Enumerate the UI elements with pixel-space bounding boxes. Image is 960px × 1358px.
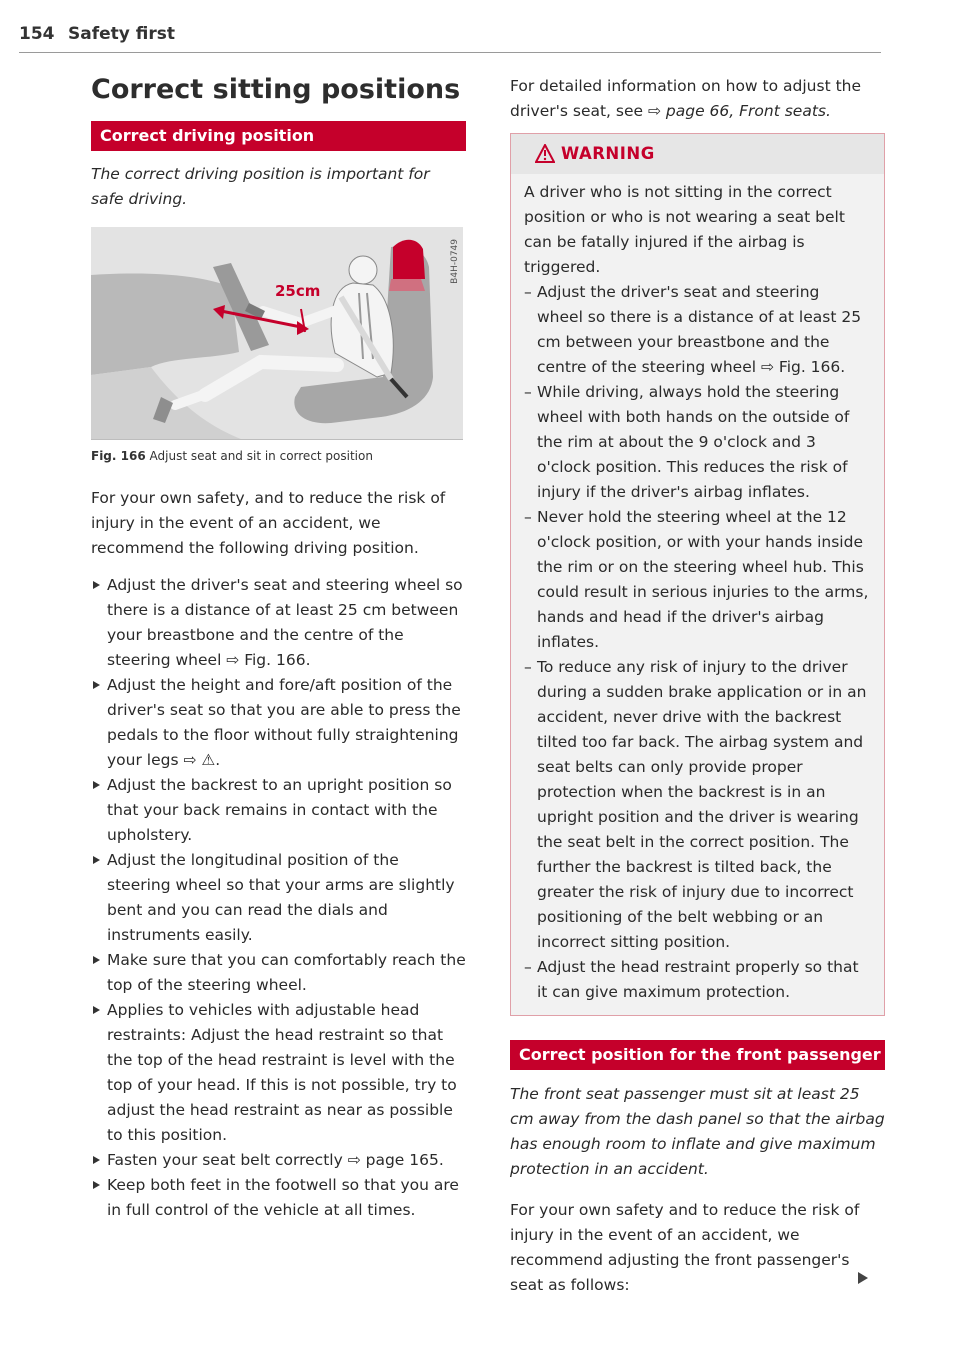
warning-body [511, 174, 884, 1015]
driving-position-paragraph: For your own safety, and to reduce the risk of injury in the event of an accident, we recommend the following driving position. [91, 489, 446, 557]
page-number: 154 [19, 24, 55, 44]
list-item: – Never hold the steering wheel at the 12 o'clock position, or with your hands inside the rim or on the steering wheel hub. This could result in serious injuries to the arms, hands and head if the driver's airbag inflates. [524, 505, 870, 655]
figure-caption [91, 448, 466, 464]
warning-header [511, 133, 884, 174]
passenger-intro-text: The front seat passenger must sit at least 25 cm away from the dash panel so that the airbag has enough room to inflate and give maximum protection in an accident. [510, 1085, 885, 1178]
list-item: Make sure that you can comfortably reach the top of the steering wheel. [91, 948, 466, 998]
subheading-driving-position: Correct driving position [91, 121, 466, 151]
warning-box [510, 133, 885, 1016]
driving-position-steps [91, 573, 466, 1223]
list-item: – To reduce any risk of injury to the driver during a sudden brake application or in an accident, never drive with the backrest tilted too far back. The airbag system and seat belts can only provide proper protection when the backrest is in an upright position and the driver is wearing the seat belt in the correct position. The further the backrest is tilted back, the greater the risk of injury due to incorrect positioning of the belt webbing or an incorrect sitting position. [524, 655, 870, 955]
list-item: – While driving, always hold the steering wheel with both hands on the outside of the rim at about the 9 o'clock and 3 o'clock position. This reduces the risk of injury if the driver's airbag inflates. [524, 380, 870, 505]
list-item: Keep both feet in the footwell so that you are in full control of the vehicle at all times. [91, 1173, 466, 1223]
warning-lead: A driver who is not sitting in the correct position or who is not wearing a seat belt can be fatally injured if the airbag is triggered. [524, 183, 845, 276]
continue-arrow-icon [858, 1272, 868, 1284]
list-item: Applies to vehicles with adjustable head restraints: Adjust the head restraint so that the top of the head restraint is level with the top of your head. If this is not possible, try to adjust the head restraint as near as possible to this position. [91, 998, 466, 1148]
left-column [91, 74, 466, 1223]
figure-caption-label: Fig. 166 [91, 449, 146, 463]
page-title: Correct sitting positions [91, 74, 461, 105]
warning-list [524, 280, 870, 1005]
distance-label: 25cm [275, 282, 321, 300]
intro-text: The correct driving position is important for safe driving. [91, 165, 430, 208]
list-item: Adjust the longitudinal position of the steering wheel so that your arms are slightly bent and you can read the dials and instruments easily. [91, 848, 466, 948]
page-header [19, 22, 881, 53]
seat-reference-link[interactable]: ⇨ page 66, Front seats. [648, 102, 831, 120]
list-item: – Adjust the head restraint properly so that it can give maximum protection. [524, 955, 870, 1005]
driver-seating-illustration [91, 227, 463, 439]
subheading-front-passenger: Correct position for the front passenger [510, 1040, 885, 1070]
seat-reference-paragraph [510, 74, 885, 124]
passenger-paragraph: For your own safety and to reduce the risk of injury in the event of an accident, we recommend adjusting the front passenger's seat as follows: [510, 1201, 860, 1294]
right-column [510, 74, 885, 1298]
figure-code: B4H-0749 [450, 239, 460, 284]
list-item: Adjust the height and fore/aft position of the driver's seat so that you are able to press the pedals to the floor without fully straightening your legs ⇨ ⚠. [91, 673, 466, 773]
warning-icon [535, 144, 555, 163]
warning-title: WARNING [561, 144, 655, 163]
figure-seat-position [91, 227, 463, 440]
figure-caption-text: Adjust seat and sit in correct position [149, 449, 373, 463]
list-item: Adjust the backrest to an upright position so that your back remains in contact with the upholstery. [91, 773, 466, 848]
list-item: – Adjust the driver's seat and steering wheel so there is a distance of at least 25 cm between your breastbone and the centre of the steering wheel ⇨ Fig. 166. [524, 280, 870, 380]
list-item: Adjust the driver's seat and steering wheel so there is a distance of at least 25 cm between your breastbone and the centre of the steering wheel ⇨ Fig. 166. [91, 573, 466, 673]
seat-reference-text: For detailed information on how to adjust the driver's seat, see [510, 77, 862, 120]
section-title: Safety first [68, 24, 175, 44]
list-item: Fasten your seat belt correctly ⇨ page 165. [91, 1148, 466, 1173]
